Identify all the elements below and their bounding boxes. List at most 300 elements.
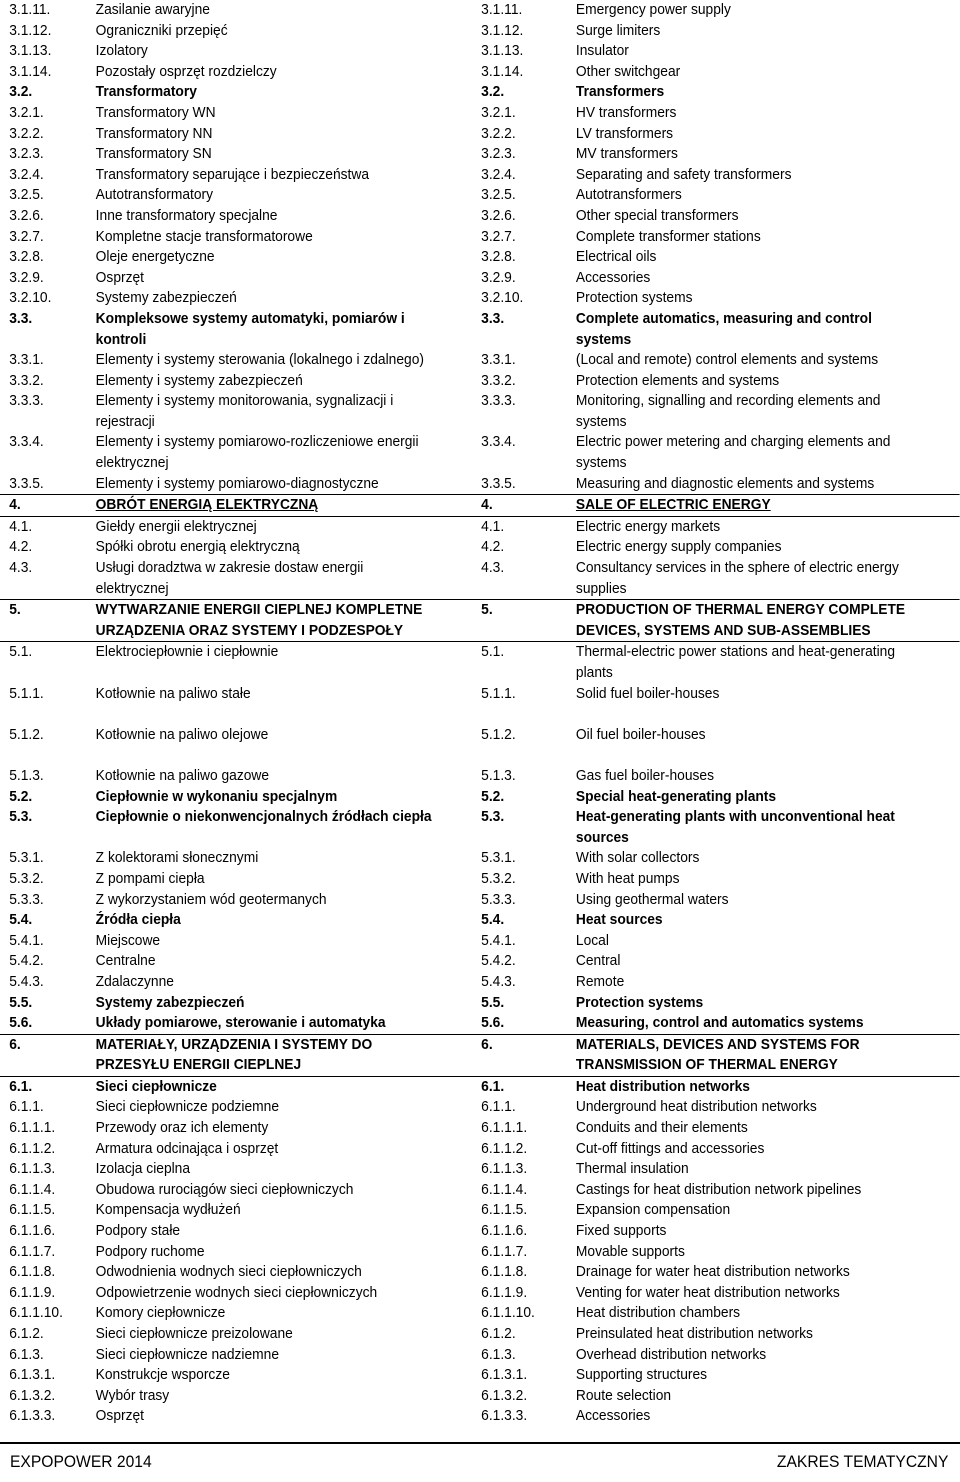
polish-topic: Kotłownie na paliwo gazowe bbox=[95, 766, 270, 784]
polish-topic: Z pompami ciepła bbox=[95, 869, 205, 887]
polish-topic bbox=[96, 828, 481, 849]
footer-event-name: EXPOPOWER 2014 bbox=[10, 1452, 152, 1471]
english-number: 5.4.1. bbox=[481, 931, 516, 949]
polish-topic: URZĄDZENIA ORAZ SYSTEMY I PODZESPOŁY bbox=[95, 621, 404, 639]
topic-row bbox=[0, 1013, 960, 1034]
polish-number: 5.3.1. bbox=[9, 849, 44, 867]
english-topic: SALE OF ELECTRIC ENERGY bbox=[575, 496, 771, 514]
topic-row bbox=[0, 309, 960, 330]
polish-topic: Z kolektorami słonecznymi bbox=[95, 849, 259, 867]
english-number: 3.2.9. bbox=[481, 268, 516, 286]
english-number: 3.2.1. bbox=[481, 103, 516, 121]
topic-row bbox=[0, 993, 960, 1014]
polish-number: 4.1. bbox=[9, 517, 33, 535]
english-number: 5.3.3. bbox=[481, 890, 516, 908]
topic-row bbox=[0, 787, 960, 808]
english-number: 6.1.1.8. bbox=[481, 1263, 528, 1281]
topic-row bbox=[0, 641, 960, 663]
english-topic: Central bbox=[575, 952, 621, 970]
topic-row bbox=[0, 1180, 960, 1201]
polish-topic: Systemy zabezpieczeń bbox=[95, 993, 245, 1011]
polish-topic: Konstrukcje wsporcze bbox=[95, 1366, 230, 1384]
english-topic: DEVICES, SYSTEMS AND SUB-ASSEMBLIES bbox=[575, 621, 871, 639]
english-topic: Heat sources bbox=[575, 911, 663, 929]
polish-number: 3.2.1. bbox=[9, 103, 44, 121]
topic-row bbox=[0, 206, 960, 227]
english-number: 6.1.1.2. bbox=[481, 1139, 528, 1157]
topic-row bbox=[0, 537, 960, 558]
english-topic: LV transformers bbox=[575, 124, 674, 142]
english-topic: Route selection bbox=[575, 1386, 672, 1404]
english-number bbox=[481, 412, 576, 433]
english-topic: Autotransformers bbox=[575, 186, 682, 204]
english-topic: Thermal insulation bbox=[575, 1160, 689, 1178]
topic-row bbox=[0, 350, 960, 371]
polish-number: 6.1.1.10. bbox=[9, 1304, 63, 1322]
english-topic: plants bbox=[575, 664, 613, 681]
polish-number: 3.2.2. bbox=[9, 124, 44, 142]
topic-row bbox=[0, 1303, 960, 1324]
topic-row bbox=[0, 227, 960, 248]
topic-row bbox=[0, 1034, 960, 1056]
polish-topic: Kotłownie na paliwo olejowe bbox=[95, 725, 269, 743]
polish-topic: Obudowa rurociągów sieci ciepłowniczych bbox=[95, 1180, 354, 1198]
polish-number: 6.1.3. bbox=[9, 1345, 44, 1363]
english-number: 6.1.1.4. bbox=[481, 1180, 528, 1198]
english-number: 5.3. bbox=[481, 808, 505, 826]
topic-row bbox=[0, 144, 960, 165]
topic-row bbox=[0, 0, 960, 21]
english-number: 6.1. bbox=[481, 1077, 505, 1095]
topic-row bbox=[0, 330, 960, 351]
english-number: 5.4. bbox=[481, 911, 505, 929]
english-number: 6.1.3. bbox=[481, 1345, 516, 1363]
english-number: 3.1.13. bbox=[481, 42, 524, 60]
polish-number: 3.2. bbox=[9, 83, 33, 101]
english-topic: Consultancy services in the sphere of electric energy bbox=[575, 559, 899, 577]
polish-topic: Osprzęt bbox=[95, 1407, 144, 1425]
english-number: 5.6. bbox=[481, 1014, 505, 1032]
polish-number: 3.2.4. bbox=[9, 165, 44, 183]
english-topic: Oil fuel boiler-houses bbox=[575, 725, 706, 743]
english-topic: Drainage for water heat distribution networks bbox=[575, 1263, 850, 1281]
polish-number: 5.1.3. bbox=[9, 766, 44, 784]
topic-row bbox=[0, 910, 960, 931]
english-topic: Castings for heat distribution network pipelines bbox=[575, 1180, 862, 1198]
polish-topic: Giełdy energii elektrycznej bbox=[95, 517, 257, 535]
polish-number: 5.3. bbox=[9, 808, 33, 826]
english-topic: Separating and safety transformers bbox=[575, 165, 792, 183]
english-topic: (Local and remote) control elements and systems bbox=[575, 351, 879, 369]
polish-topic bbox=[96, 663, 481, 684]
topic-row bbox=[0, 1097, 960, 1118]
polish-number: 3.1.14. bbox=[9, 62, 52, 80]
topic-row bbox=[0, 21, 960, 42]
english-topic: Fixed supports bbox=[575, 1222, 667, 1240]
polish-number: 6.1.3.1. bbox=[9, 1366, 56, 1384]
polish-number: 6.1. bbox=[9, 1077, 33, 1095]
topic-row bbox=[0, 1139, 960, 1160]
polish-number: 5.4.3. bbox=[9, 972, 44, 990]
polish-topic: Kompletne stacje transformatorowe bbox=[95, 227, 313, 245]
english-topic: Heat distribution networks bbox=[575, 1077, 750, 1095]
english-number: 5.1. bbox=[481, 643, 505, 661]
polish-number: 6.1.1.6. bbox=[9, 1222, 56, 1240]
polish-topic: Podpory stałe bbox=[95, 1222, 181, 1240]
english-topic: With heat pumps bbox=[575, 869, 680, 887]
polish-number: 5.5. bbox=[9, 993, 33, 1011]
polish-number: 3.3.4. bbox=[9, 433, 44, 451]
polish-topic: Miejscowe bbox=[95, 931, 161, 949]
topic-row bbox=[0, 247, 960, 268]
polish-number: 3.2.6. bbox=[9, 206, 44, 224]
english-topic: Gas fuel boiler-houses bbox=[575, 766, 715, 784]
topic-row bbox=[0, 453, 960, 474]
english-number: 4. bbox=[481, 496, 493, 514]
topic-row bbox=[0, 1345, 960, 1366]
english-topic: Measuring, control and automatics systems bbox=[575, 1014, 864, 1032]
topic-row bbox=[0, 1118, 960, 1139]
polish-topic: Transformatory NN bbox=[95, 124, 213, 142]
english-topic: sources bbox=[575, 828, 629, 846]
polish-number bbox=[0, 330, 96, 351]
english-topic: Other switchgear bbox=[575, 62, 681, 80]
english-number: 3.3.4. bbox=[481, 433, 516, 451]
english-topic: Electrical oils bbox=[575, 248, 657, 266]
english-number: 3.1.12. bbox=[481, 21, 524, 39]
english-topic: Preinsulated heat distribution networks bbox=[575, 1325, 813, 1342]
topic-row bbox=[0, 432, 960, 453]
polish-number: 3.1.13. bbox=[9, 42, 52, 60]
english-topic: Supporting structures bbox=[575, 1366, 708, 1384]
english-number: 6.1.3.2. bbox=[481, 1386, 528, 1404]
english-number: 3.2. bbox=[481, 83, 505, 101]
polish-number: 3.3.5. bbox=[9, 474, 44, 492]
english-topic: Thermal-electric power stations and heat-generating bbox=[575, 643, 896, 661]
english-topic: With solar collectors bbox=[575, 849, 700, 867]
english-topic: Venting for water heat distribution networks bbox=[575, 1283, 840, 1301]
polish-topic: Systemy zabezpieczeń bbox=[95, 289, 237, 307]
polish-topic: Ciepłownie o niekonwencjonalnych źródłach ciepła bbox=[95, 808, 432, 826]
english-topic: Conduits and their elements bbox=[575, 1119, 748, 1137]
topic-row bbox=[0, 165, 960, 186]
polish-topic: Z wykorzystaniem wód geotermanych bbox=[95, 890, 327, 908]
blank-row bbox=[0, 704, 960, 725]
english-topic: Accessories bbox=[575, 1407, 651, 1425]
polish-number: 6.1.1.1. bbox=[9, 1119, 56, 1137]
english-number: 6.1.1. bbox=[481, 1098, 516, 1116]
topic-row bbox=[0, 558, 960, 579]
polish-number: 6.1.1.3. bbox=[9, 1160, 56, 1178]
english-number: 3.2.4. bbox=[481, 165, 516, 183]
polish-topic: Oleje energetyczne bbox=[95, 248, 215, 266]
polish-topic: Inne transformatory specjalne bbox=[95, 206, 278, 224]
topic-row bbox=[0, 517, 960, 538]
polish-number: 3.2.7. bbox=[9, 227, 44, 245]
topic-row bbox=[0, 391, 960, 412]
english-number: 4.3. bbox=[481, 559, 505, 577]
english-topic: MV transformers bbox=[575, 145, 678, 163]
english-topic: Heat-generating plants with unconventional heat bbox=[575, 808, 895, 826]
english-topic: Local bbox=[575, 931, 609, 949]
english-topic: systems bbox=[575, 412, 627, 430]
english-topic: Accessories bbox=[575, 268, 651, 286]
polish-topic: Sieci ciepłownicze podziemne bbox=[95, 1098, 280, 1116]
polish-number: 6.1.1.7. bbox=[9, 1242, 56, 1260]
polish-topic: Transformatory bbox=[95, 83, 197, 101]
polish-number: 4.2. bbox=[9, 538, 33, 556]
footer-section-title: ZAKRES TEMATYCZNY bbox=[776, 1452, 948, 1471]
topic-row bbox=[0, 371, 960, 392]
polish-topic: Armatura odcinająca i osprzęt bbox=[95, 1139, 279, 1157]
english-number: 5.2. bbox=[481, 787, 505, 805]
polish-topic: Ograniczniki przepięć bbox=[95, 21, 228, 39]
polish-number: 6.1.2. bbox=[9, 1325, 44, 1342]
english-topic: Protection systems bbox=[575, 993, 704, 1011]
polish-number: 4.3. bbox=[9, 559, 33, 577]
english-number: 3.2.10. bbox=[481, 289, 524, 307]
topic-row bbox=[0, 1406, 960, 1427]
polish-number bbox=[0, 828, 96, 849]
english-number: 3.2.7. bbox=[481, 227, 516, 245]
topic-row bbox=[0, 725, 960, 746]
polish-topic: Komory ciepłownicze bbox=[95, 1304, 226, 1322]
topic-row bbox=[0, 124, 960, 145]
polish-number: 6. bbox=[9, 1035, 21, 1053]
english-number bbox=[481, 453, 576, 474]
topic-row bbox=[0, 185, 960, 206]
english-topic: Cut-off fittings and accessories bbox=[575, 1139, 765, 1157]
english-topic: Measuring and diagnostic elements and systems bbox=[575, 474, 875, 492]
english-number: 6.1.1.3. bbox=[481, 1160, 528, 1178]
english-topic: systems bbox=[575, 454, 627, 472]
english-number: 3.3.3. bbox=[481, 392, 516, 410]
polish-topic: Elektrociepłownie i ciepłownie bbox=[95, 643, 279, 661]
english-number: 3.3.5. bbox=[481, 474, 516, 492]
english-number: 6.1.1.7. bbox=[481, 1242, 528, 1260]
english-topic: HV transformers bbox=[575, 103, 677, 121]
english-number: 4.1. bbox=[481, 517, 505, 535]
english-number: 6.1.1.6. bbox=[481, 1222, 528, 1240]
english-topic: Electric energy supply companies bbox=[575, 538, 782, 556]
topic-row bbox=[0, 663, 960, 684]
polish-number bbox=[0, 663, 96, 684]
english-number bbox=[481, 330, 576, 351]
polish-topic: elektrycznej bbox=[95, 454, 169, 472]
polish-topic: Sieci ciepłownicze preizolowane bbox=[95, 1325, 293, 1342]
english-topic: Emergency power supply bbox=[575, 1, 731, 18]
polish-topic: WYTWARZANIE ENERGII CIEPLNEJ KOMPLETNE bbox=[95, 601, 423, 619]
polish-number: 3.3.3. bbox=[9, 392, 44, 410]
polish-number: 5.3.3. bbox=[9, 890, 44, 908]
topic-row bbox=[0, 599, 960, 621]
polish-topic: kontroli bbox=[95, 330, 147, 348]
topic-row bbox=[0, 1386, 960, 1407]
english-number: 5.4.3. bbox=[481, 972, 516, 990]
english-topic: Remote bbox=[575, 972, 625, 990]
polish-topic: Wybór trasy bbox=[95, 1386, 170, 1404]
topic-row bbox=[0, 1365, 960, 1386]
polish-number: 6.1.1.2. bbox=[9, 1139, 56, 1157]
english-number: 3.2.2. bbox=[481, 124, 516, 142]
topic-row bbox=[0, 890, 960, 911]
polish-number: 6.1.1.8. bbox=[9, 1263, 56, 1281]
polish-number: 3.2.9. bbox=[9, 268, 44, 286]
english-number: 6.1.1.5. bbox=[481, 1201, 528, 1219]
polish-number: 5.4.1. bbox=[9, 931, 44, 949]
polish-number: 5.3.2. bbox=[9, 869, 44, 887]
polish-number bbox=[0, 453, 96, 474]
english-number: 5.1.2. bbox=[481, 725, 516, 743]
polish-topic: Pozostały osprzęt rozdzielczy bbox=[95, 62, 277, 80]
topic-row bbox=[0, 579, 960, 600]
english-number bbox=[481, 663, 576, 684]
english-topic: Protection elements and systems bbox=[575, 371, 780, 389]
polish-number: 3.3. bbox=[9, 309, 33, 327]
polish-topic: Izolacja cieplna bbox=[95, 1160, 191, 1178]
topic-row bbox=[0, 494, 960, 517]
english-topic: Electric energy markets bbox=[575, 517, 721, 535]
polish-topic: Odpowietrzenie wodnych sieci ciepłowniczych bbox=[95, 1283, 378, 1301]
polish-number: 6.1.1.9. bbox=[9, 1283, 56, 1301]
english-number: 3.1.14. bbox=[481, 62, 524, 80]
english-number: 6. bbox=[481, 1035, 493, 1053]
topic-row bbox=[0, 268, 960, 289]
topic-row bbox=[0, 82, 960, 103]
topic-row bbox=[0, 972, 960, 993]
topic-row bbox=[0, 1283, 960, 1304]
polish-topic: Zasilanie awaryjne bbox=[95, 1, 210, 18]
polish-topic: Spółki obrotu energią elektryczną bbox=[95, 538, 300, 556]
english-number: 6.1.1.10. bbox=[481, 1304, 535, 1322]
topic-row bbox=[0, 41, 960, 62]
topic-row bbox=[0, 828, 960, 849]
polish-number: 3.2.8. bbox=[9, 248, 44, 266]
english-number: 5.3.1. bbox=[481, 849, 516, 867]
english-topic: MATERIALS, DEVICES AND SYSTEMS FOR bbox=[575, 1035, 860, 1053]
polish-number: 3.1.11. bbox=[9, 1, 51, 18]
topic-row bbox=[0, 62, 960, 83]
topic-row bbox=[0, 1076, 960, 1098]
polish-topic: MATERIAŁY, URZĄDZENIA I SYSTEMY DO bbox=[95, 1035, 373, 1053]
english-number: 6.1.1.9. bbox=[481, 1283, 528, 1301]
english-number: 6.1.3.1. bbox=[481, 1366, 528, 1384]
english-number bbox=[481, 1055, 576, 1076]
english-topic: Insulator bbox=[575, 42, 629, 60]
polish-topic: Sieci ciepłownicze nadziemne bbox=[95, 1345, 280, 1363]
english-topic: Electric power metering and charging elements and bbox=[575, 433, 891, 451]
polish-number: 5.4.2. bbox=[9, 952, 44, 970]
topic-row bbox=[0, 1262, 960, 1283]
english-topic: Protection systems bbox=[575, 289, 693, 307]
polish-topic: Osprzęt bbox=[95, 268, 144, 286]
polish-topic: Transformatory WN bbox=[95, 103, 216, 121]
polish-topic: elektrycznej bbox=[95, 579, 169, 597]
english-topic: PRODUCTION OF THERMAL ENERGY COMPLETE bbox=[575, 601, 906, 619]
english-topic: Complete transformer stations bbox=[575, 227, 761, 245]
topic-row bbox=[0, 621, 960, 642]
english-number: 3.2.3. bbox=[481, 145, 516, 163]
english-topic: Special heat-generating plants bbox=[575, 787, 777, 805]
topic-row bbox=[0, 103, 960, 124]
polish-number: 6.1.3.2. bbox=[9, 1386, 56, 1404]
topic-row bbox=[0, 684, 960, 705]
polish-number: 3.3.2. bbox=[9, 371, 44, 389]
polish-number: 3.1.12. bbox=[9, 21, 52, 39]
english-number bbox=[481, 579, 576, 600]
english-number bbox=[481, 621, 576, 642]
polish-number: 5.2. bbox=[9, 787, 33, 805]
english-number: 6.1.1.1. bbox=[481, 1119, 528, 1137]
english-number: 3.2.5. bbox=[481, 186, 516, 204]
polish-topic: Elementy i systemy pomiarowo-diagnostyczne bbox=[95, 474, 379, 492]
polish-topic: Źródła ciepła bbox=[95, 911, 181, 929]
polish-number bbox=[0, 412, 96, 433]
polish-topic: Sieci ciepłownicze bbox=[95, 1077, 217, 1095]
topic-row bbox=[0, 807, 960, 828]
topic-row bbox=[0, 1242, 960, 1263]
english-number: 6.1.3.3. bbox=[481, 1407, 528, 1425]
english-topic: Solid fuel boiler-houses bbox=[575, 684, 720, 702]
polish-topic: Centralne bbox=[95, 952, 156, 970]
polish-number bbox=[0, 621, 96, 642]
topic-row bbox=[0, 869, 960, 890]
topic-row bbox=[0, 931, 960, 952]
polish-topic: Elementy i systemy zabezpieczeń bbox=[95, 371, 303, 389]
english-number: 3.3.2. bbox=[481, 371, 516, 389]
polish-number: 5.4. bbox=[9, 911, 33, 929]
topic-row bbox=[0, 848, 960, 869]
polish-number bbox=[0, 579, 96, 600]
topic-row bbox=[0, 766, 960, 787]
english-topic: Heat distribution chambers bbox=[575, 1304, 741, 1322]
english-topic: Expansion compensation bbox=[575, 1201, 731, 1219]
english-number: 5.3.2. bbox=[481, 869, 516, 887]
polish-topic: Zdalaczynne bbox=[95, 972, 174, 990]
english-number: 5.4.2. bbox=[481, 952, 516, 970]
topic-row bbox=[0, 288, 960, 309]
english-topic: Surge limiters bbox=[575, 21, 661, 39]
english-number: 3.2.6. bbox=[481, 206, 516, 224]
topic-row bbox=[0, 1055, 960, 1076]
polish-topic: Kompleksowe systemy automatyki, pomiarów i bbox=[95, 309, 405, 327]
english-topic: Using geothermal waters bbox=[575, 890, 729, 908]
polish-number: 5.1. bbox=[9, 643, 33, 661]
english-topic: Overhead distribution networks bbox=[575, 1345, 767, 1363]
english-number: 6.1.2. bbox=[481, 1325, 516, 1342]
polish-number: 6.1.1.5. bbox=[9, 1201, 56, 1219]
polish-topic: Odwodnienia wodnych sieci ciepłowniczych bbox=[95, 1263, 362, 1281]
polish-number: 4. bbox=[9, 496, 21, 514]
blank-row bbox=[0, 745, 960, 766]
polish-number: 3.2.3. bbox=[9, 145, 44, 163]
polish-topic: Transformatory SN bbox=[95, 145, 212, 163]
polish-topic: Przewody oraz ich elementy bbox=[95, 1119, 269, 1137]
topic-row bbox=[0, 951, 960, 972]
topic-row bbox=[0, 1159, 960, 1180]
topic-row bbox=[0, 1200, 960, 1221]
polish-number: 3.2.10. bbox=[9, 289, 52, 307]
english-topic: systems bbox=[575, 330, 632, 348]
polish-topic: Podpory ruchome bbox=[95, 1242, 205, 1260]
polish-topic: Kotłownie na paliwo stałe bbox=[95, 684, 251, 702]
english-number: 5.5. bbox=[481, 993, 505, 1011]
english-number: 3.3. bbox=[481, 309, 505, 327]
polish-number: 3.2.5. bbox=[9, 186, 44, 204]
polish-number bbox=[0, 1055, 96, 1076]
polish-topic: Ciepłownie w wykonaniu specjalnym bbox=[95, 787, 338, 805]
polish-number: 6.1.1.4. bbox=[9, 1180, 56, 1198]
